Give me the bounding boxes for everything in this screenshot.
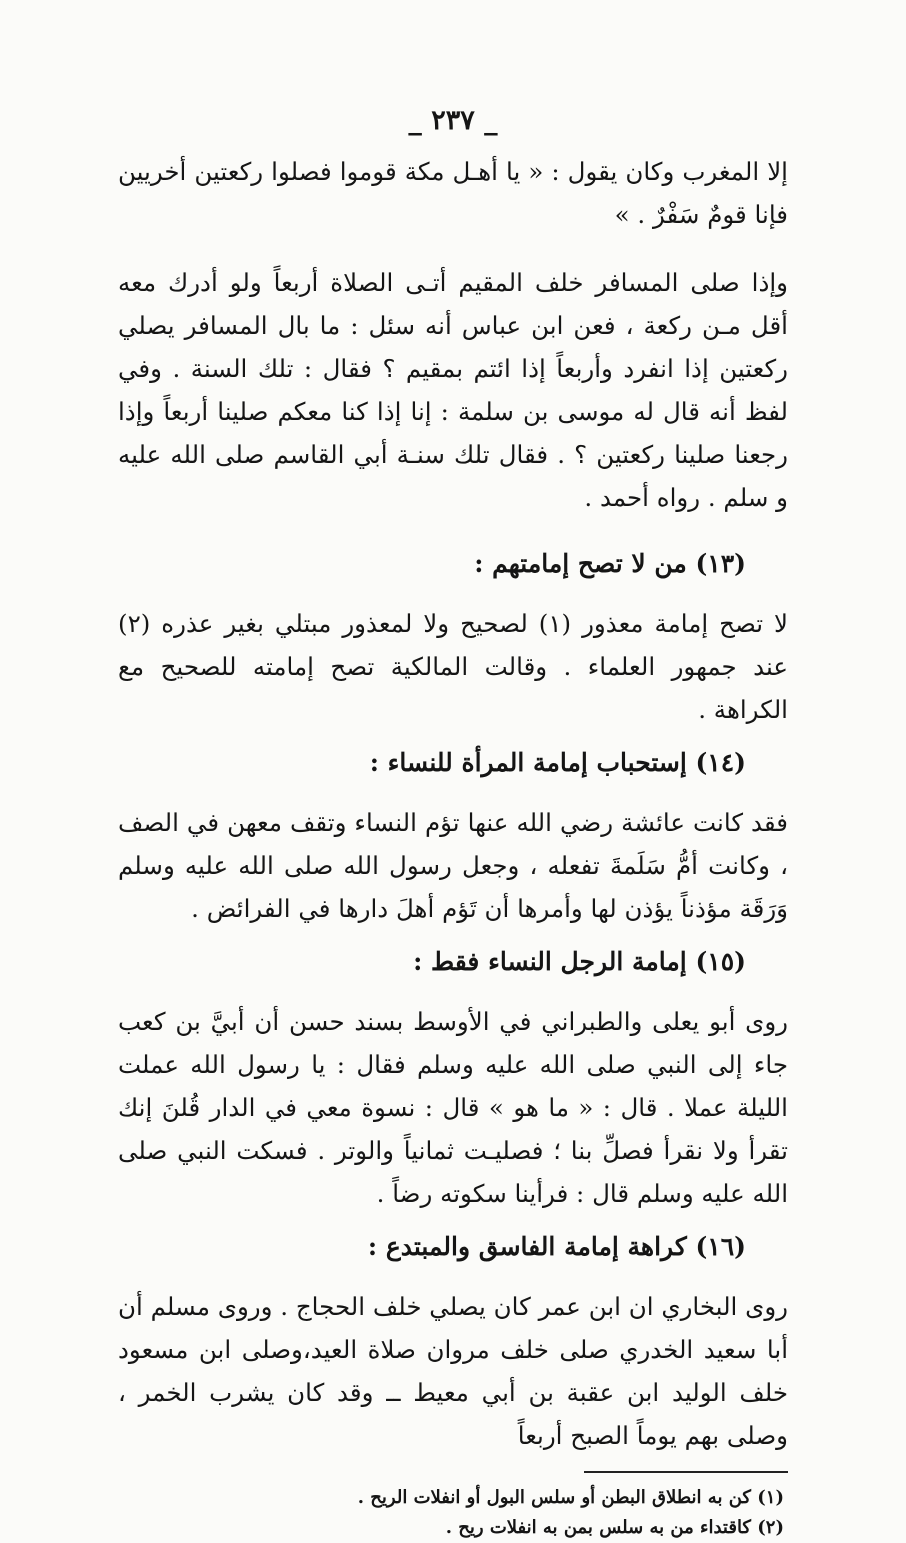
paragraph-woman-leading-women: فقد كانت عائشة رضي الله عنها تؤم النساء وتقف معهن في الصف ، وكانت أمُّ سَلَمةَ تفعله ، وجعل رسول الله صلى الله عليه وسلم وَرَقَة مؤذناً يؤذن لها وأمرها أن تَؤم أهلَ دارها في الفرائض . — [118, 808, 788, 923]
paragraph-man-leading-women: روى أبو يعلى والطبراني في الأوسط بسند حسن أن أبيَّ بن كعب جاء إلى النبي صلى الله عليه وسلم فقال : يا رسول الله عملت الليلة عملا . قال : « ما هو » قال : نسوة معي في الدار قُلنَ إنك تقرأ ولا نقرأ فصلِّ بنا ؛ فصليـت ثمانياً والوتر . فسكت النبي صلى الله عليه وسلم قال : فرأينا سكوته رضاً . — [118, 1007, 788, 1208]
footnote-divider — [584, 1471, 788, 1473]
heading-15: (١٥) إمامة الرجل النساء فقط : — [413, 947, 746, 976]
footnote-2: (٢) كاقتداء من به سلس بمن به انفلات ريح . — [445, 1517, 784, 1538]
paragraph-excused-imam: لا تصح إمامة معذور (١) لصحيح ولا لمعذور مبتلي بغير عذره (٢) عند جمهور العلماء . وقالت المالكية تصح إمامته للصحيح مع الكراهة . — [118, 609, 789, 724]
paragraph-traveler-behind-resident: وإذا صلى المسافر خلف المقيم أتـى الصلاة أربعاً ولو أدرك معه أقل مـن ركعة ، فعن ابن عباس أنه سئل : ما بال المسافر يصلي ركعتين إذا انفرد وأربعاً إذا ائتم بمقيم ؟ فقال : تلك السنة . وفي لفظ أنه قال له موسى بن سلمة : إنا إذا كنا معكم صلينا أربعاً وإذا رجعنا صلينا ركعتين ؟ . فقال تلك سنـة أبي القاسم صلى الله عليه و سلم . رواه أحمد . — [118, 268, 788, 512]
page-number: _ ٢٣٧ _ — [408, 105, 498, 136]
heading-13: (١٣) من لا تصح إمامتهم : — [474, 549, 746, 578]
paragraph-travel-prayer-end: إلا المغرب وكان يقول : « يا أهـل مكة قوموا فصلوا ركعتين أخريين فإنا قومٌ سَفْرٌ . » — [118, 157, 788, 229]
footnote-1: (١) كن به انطلاق البطن أو سلس البول أو انفلات الريح . — [357, 1487, 784, 1508]
heading-16: (١٦) كراهة إمامة الفاسق والمبتدع : — [367, 1232, 746, 1261]
paragraph-sinner-imam: روى البخاري ان ابن عمر كان يصلي خلف الحجاج . وروى مسلم أن أبا سعيد الخدري صلى خلف مروان صلاة العيد،وصلى ابن مسعود خلف الوليد ابن عقبة بن أبي معيط ــ وقد كان يشرب الخمر ، وصلى بهم يوماً الصبح أربعاً — [118, 1292, 788, 1450]
heading-14: (١٤) إستحباب إمامة المرأة للنساء : — [369, 748, 746, 777]
